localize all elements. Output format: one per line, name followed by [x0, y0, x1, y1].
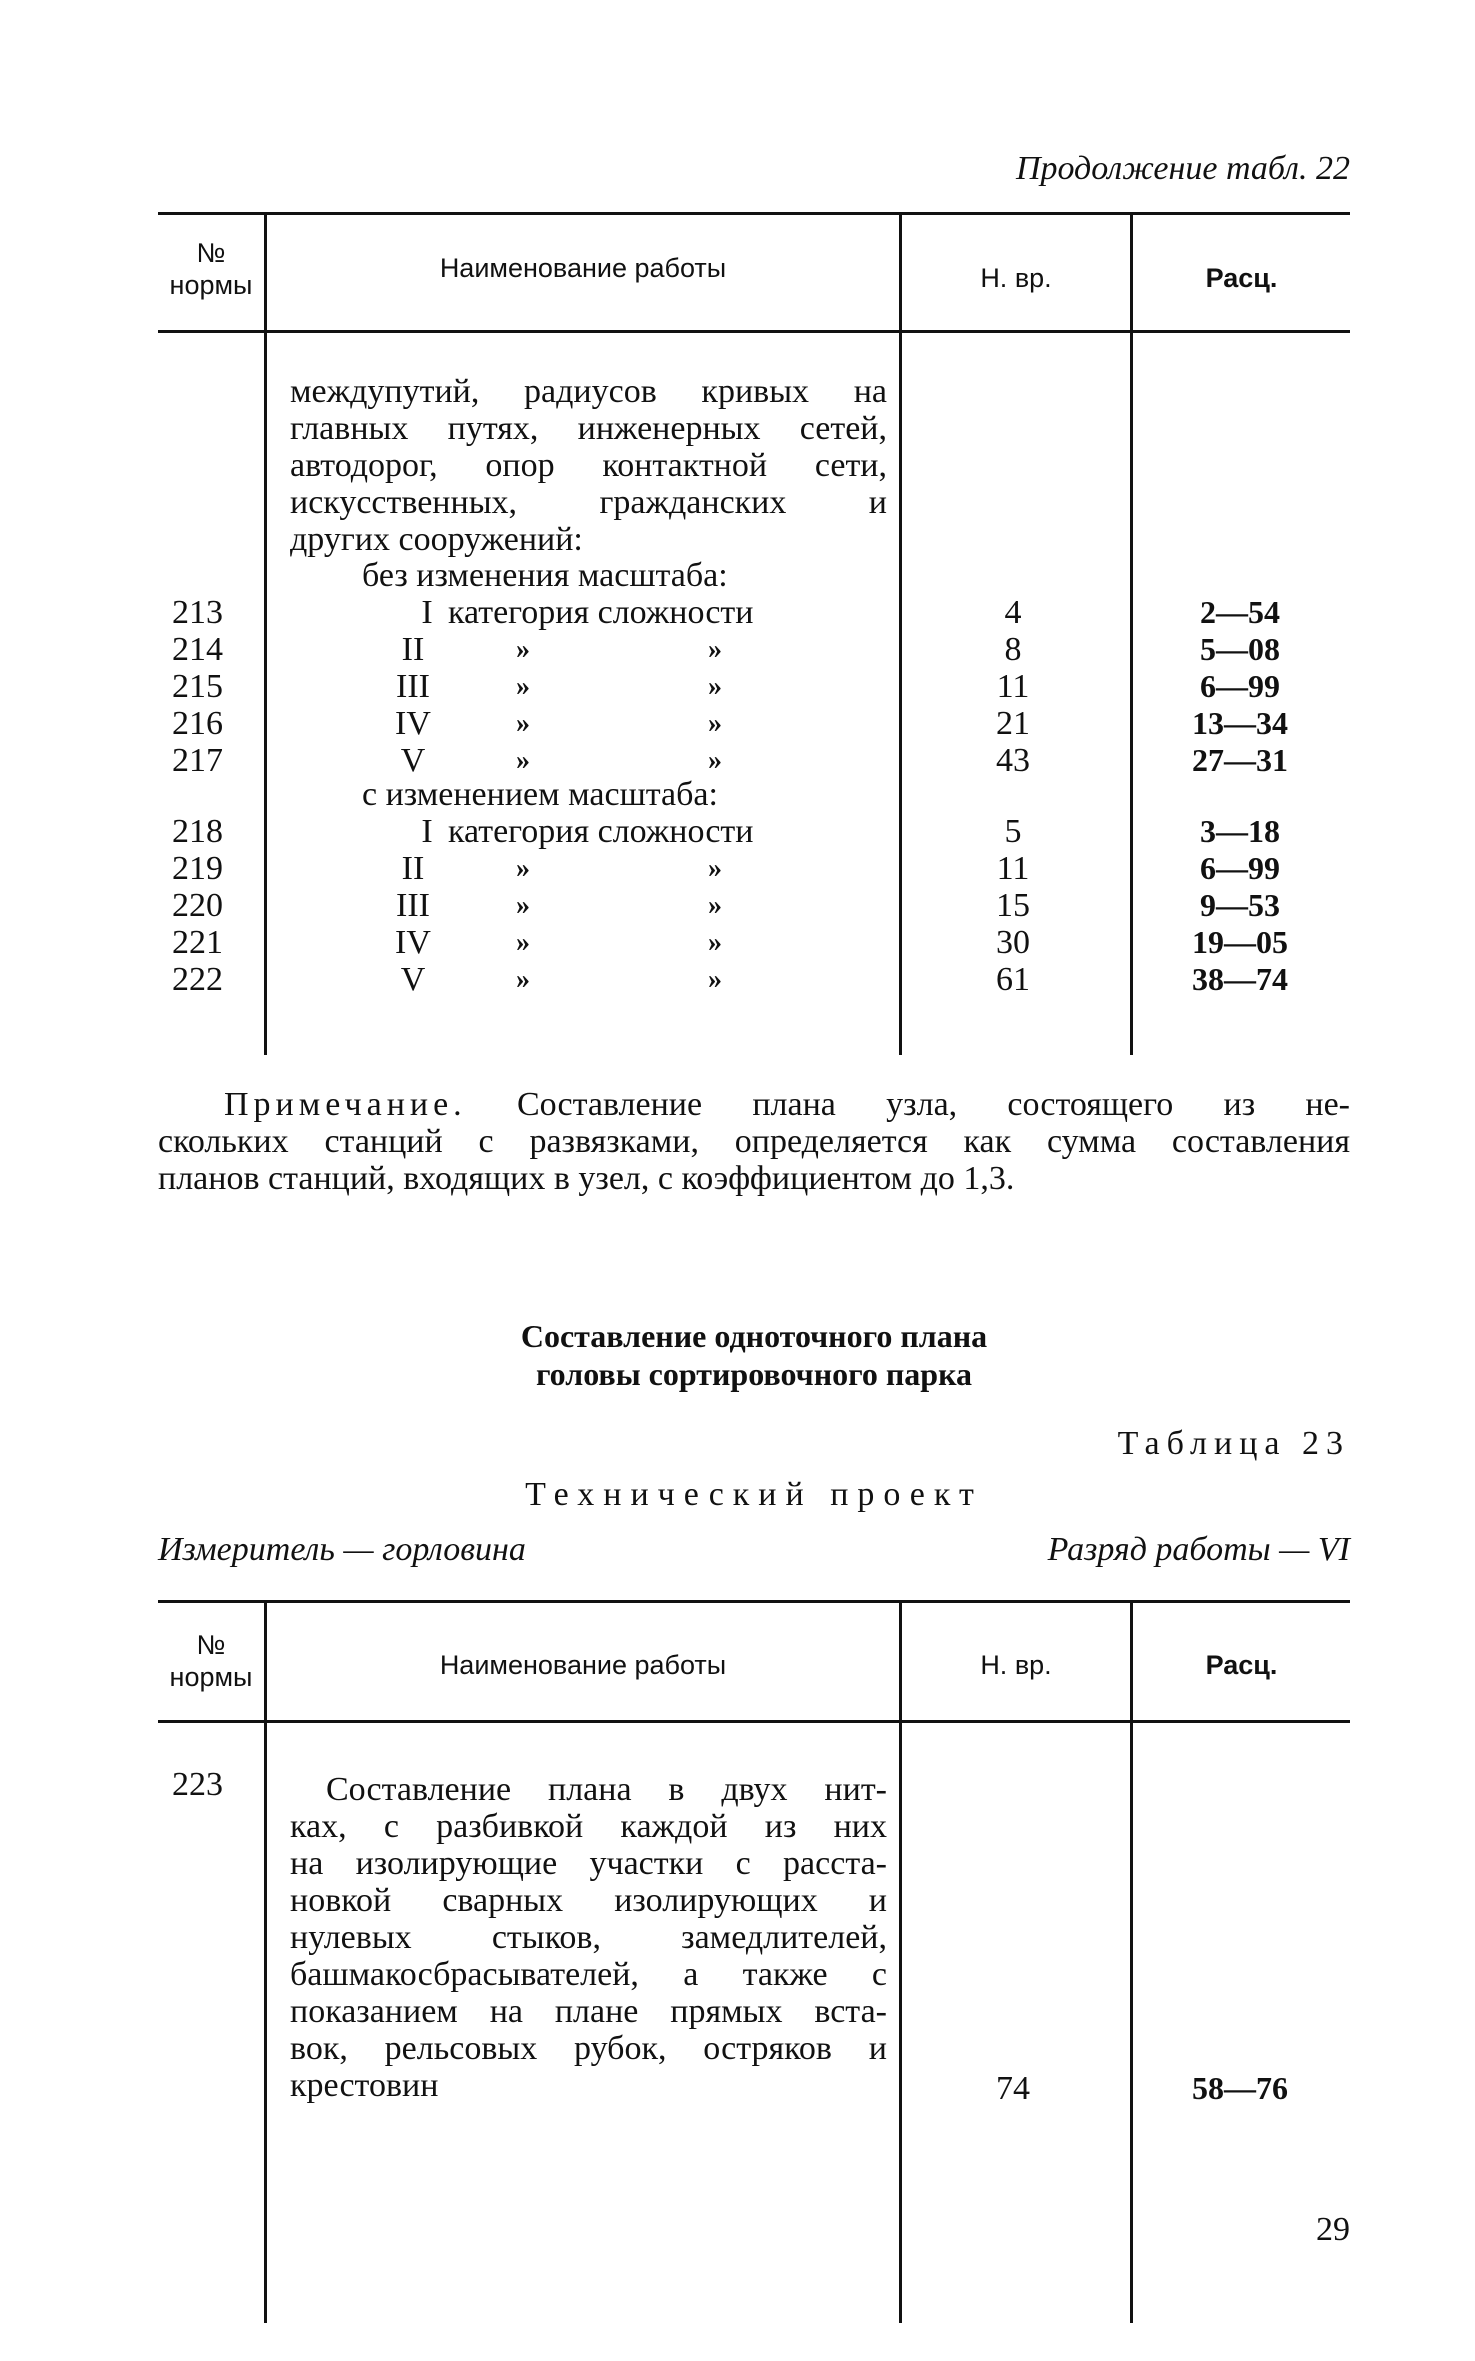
- category-roman: IV: [395, 705, 431, 742]
- rate: 2—54: [1200, 594, 1280, 630]
- norm-time: 11: [996, 850, 1030, 887]
- column-divider: [899, 215, 902, 1055]
- rate: 13—34: [1192, 705, 1288, 741]
- note: [158, 1086, 1350, 1197]
- category-roman: III: [396, 668, 430, 705]
- norm-number: 213: [172, 594, 223, 631]
- norm-number: 223: [172, 1766, 223, 1803]
- section-title: Составление одноточного плана: [520, 1318, 988, 1354]
- ditto-mark: »: [516, 927, 530, 958]
- ditto-mark: »: [516, 745, 530, 776]
- category-roman: IV: [395, 924, 431, 961]
- norm-time: 15: [996, 887, 1030, 924]
- description-line: нулевых стыков, замедлителей,: [290, 1919, 887, 1956]
- category-roman: II: [401, 631, 425, 668]
- note-line: планов станций, входящих в узел, с коэффициентом до 1,3.: [158, 1160, 1015, 1197]
- description-line: показанием на плане прямых вста-: [290, 1993, 887, 2030]
- page-number: 29: [1316, 2211, 1350, 2248]
- note-label: Примечание.: [224, 1086, 467, 1123]
- norm-number: 220: [172, 887, 223, 924]
- table-label: Таблица 23: [1117, 1425, 1350, 1462]
- ditto-mark: »: [516, 853, 530, 884]
- rate: 58—76: [1192, 2070, 1288, 2106]
- description-line: на изолирующие участки с расста-: [290, 1845, 887, 1882]
- ditto-mark: »: [708, 671, 722, 702]
- norm-number: 214: [172, 631, 223, 668]
- norm-time: 5: [1004, 813, 1022, 850]
- category-roman: I: [421, 813, 433, 850]
- header-number-label: нормы: [169, 270, 253, 300]
- rate: 6—99: [1200, 850, 1280, 886]
- norm-time: 43: [996, 742, 1030, 779]
- intro-line: междупутий, радиусов кривых на: [290, 373, 887, 410]
- description-line: ках, с разбивкой каждой из них: [290, 1808, 887, 1845]
- measure-label: Измеритель — горловина: [158, 1531, 526, 1568]
- grade-label: Разряд работы — VI: [1047, 1531, 1350, 1568]
- header-norm-time: Н. вр.: [980, 263, 1052, 293]
- continuation-label: Продолжение табл. 22: [1015, 150, 1350, 187]
- ditto-mark: »: [708, 708, 722, 739]
- header-work-name: Наименование работы: [439, 1650, 727, 1680]
- rate: 38—74: [1192, 961, 1288, 997]
- intro-text: [290, 373, 887, 558]
- category-label: категория сложности: [448, 594, 754, 631]
- ditto-mark: »: [708, 890, 722, 921]
- note-line: [158, 1086, 1350, 1123]
- norm-time: 61: [996, 961, 1030, 998]
- norm-number: 216: [172, 705, 223, 742]
- ditto-mark: »: [516, 890, 530, 921]
- norm-number: 221: [172, 924, 223, 961]
- description-line: башмакосбрасывателей, а также с: [290, 1956, 887, 1993]
- description-line: Составление плана в двух нит-: [326, 1771, 887, 1808]
- table-header-rule: [158, 1720, 1350, 1723]
- ditto-mark: »: [516, 671, 530, 702]
- ditto-mark: »: [516, 964, 530, 995]
- rate: 6—99: [1200, 668, 1280, 704]
- intro-line: искусственных, гражданских и: [290, 484, 887, 521]
- norm-time: 30: [996, 924, 1030, 961]
- group-label-with-scale-change: с изменением масштаба:: [362, 776, 718, 813]
- ditto-mark: »: [708, 853, 722, 884]
- header-number-label: нормы: [169, 1662, 253, 1692]
- norm-number: 219: [172, 850, 223, 887]
- table-top-rule: [158, 1600, 1350, 1603]
- note-text: Составление плана узла, состоящего из не-: [516, 1086, 1351, 1123]
- table-top-rule: [158, 212, 1350, 215]
- column-divider: [1130, 1603, 1133, 2323]
- category-roman: III: [396, 887, 430, 924]
- project-label: Технический проект: [525, 1476, 983, 1513]
- column-divider: [264, 215, 267, 1055]
- work-description: [290, 1771, 887, 2104]
- intro-line: автодорог, опор контактной сети,: [290, 447, 887, 484]
- category-roman: II: [401, 850, 425, 887]
- ditto-mark: »: [708, 927, 722, 958]
- header-rate: Расц.: [1205, 263, 1278, 293]
- note-line: скольких станций с развязками, определяется как сумма составления: [158, 1123, 1350, 1160]
- header-rate: Расц.: [1205, 1650, 1278, 1680]
- rate: 3—18: [1200, 813, 1280, 849]
- norm-number: 218: [172, 813, 223, 850]
- intro-line: главных путях, инженерных сетей,: [290, 410, 887, 447]
- norm-time: 11: [996, 668, 1030, 705]
- column-divider: [1130, 215, 1133, 1055]
- intro-line: других сооружений:: [290, 521, 583, 558]
- ditto-mark: »: [708, 745, 722, 776]
- norm-time: 8: [1004, 631, 1022, 668]
- header-work-name: Наименование работы: [439, 253, 727, 283]
- header-number-symbol: №: [196, 238, 226, 268]
- header-number-symbol: №: [196, 1630, 226, 1660]
- header-norm-time: Н. вр.: [980, 1650, 1052, 1680]
- description-line: крестовин: [290, 2067, 439, 2104]
- table-header-rule: [158, 330, 1350, 333]
- rate: 27—31: [1192, 742, 1288, 778]
- category-roman: V: [400, 742, 426, 779]
- ditto-mark: »: [516, 708, 530, 739]
- ditto-mark: »: [708, 964, 722, 995]
- category-roman: I: [421, 594, 433, 631]
- description-line: новкой сварных изолирующих и: [290, 1882, 887, 1919]
- description-line: вок, рельсовых рубок, остряков и: [290, 2030, 887, 2067]
- rate: 19—05: [1192, 924, 1288, 960]
- section-title: головы сортировочного парка: [535, 1356, 973, 1392]
- norm-time: 74: [996, 2070, 1030, 2107]
- column-divider: [899, 1603, 902, 2323]
- norm-time: 4: [1004, 594, 1022, 631]
- ditto-mark: »: [516, 634, 530, 665]
- category-label: категория сложности: [448, 813, 754, 850]
- column-divider: [264, 1603, 267, 2323]
- group-label-no-scale-change: без изменения масштаба:: [362, 557, 728, 594]
- rate: 5—08: [1200, 631, 1280, 667]
- category-roman: V: [400, 961, 426, 998]
- rate: 9—53: [1200, 887, 1280, 923]
- ditto-mark: »: [708, 634, 722, 665]
- norm-time: 21: [996, 705, 1030, 742]
- norm-number: 217: [172, 742, 223, 779]
- norm-number: 222: [172, 961, 223, 998]
- norm-number: 215: [172, 668, 223, 705]
